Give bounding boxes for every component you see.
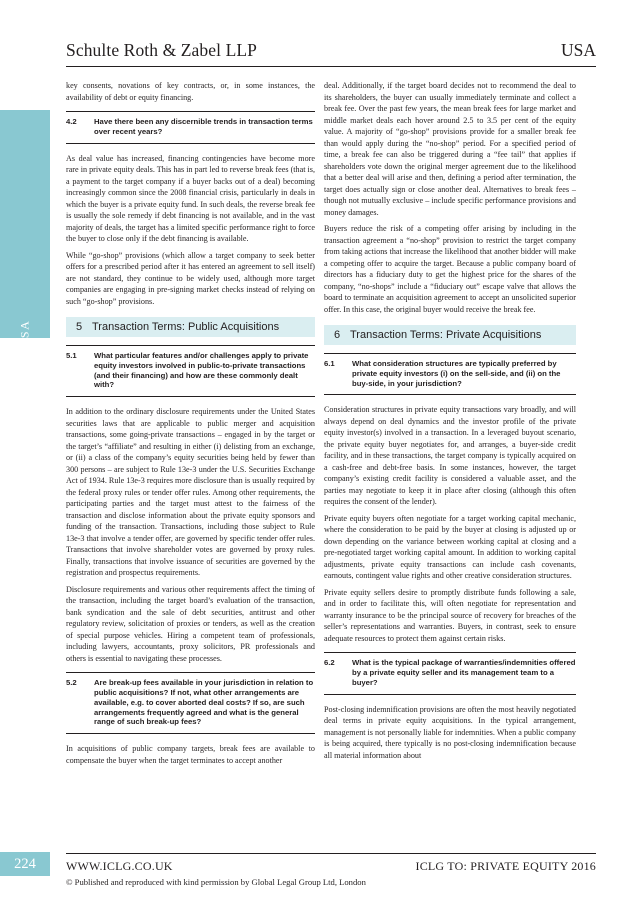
- left-column: [66, 80, 315, 848]
- question-number: 4.2: [66, 117, 77, 126]
- header-firm-name: Schulte Roth & Zabel LLP: [66, 40, 257, 60]
- sidebar-tab: [0, 110, 50, 349]
- section-number: 6: [334, 329, 341, 341]
- page-number: 224: [0, 852, 50, 876]
- paragraph: While “go-shop” provisions (which allow a target company to seek better offers for a prescribed period after it has entered an agreement to sell itself) are not standard, they continue to be widely used, although more target companies are engaging in pre-signing market checks instead of relying on such “go-shop” provisions.: [66, 250, 315, 306]
- footer-divider: [66, 853, 596, 854]
- question-5-2: [66, 672, 315, 734]
- question-number: 6.2: [324, 658, 335, 668]
- question-4-2: [66, 111, 315, 144]
- footer-copyright: © Published and reproduced with kind permission by Global Legal Group Ltd, London: [66, 877, 366, 887]
- section-6-heading: [324, 325, 576, 345]
- sidebar-label: USA: [17, 319, 32, 349]
- paragraph: Disclosure requirements and various other requirements affect the timing of the transaction, including the target board’s evaluation of the transaction, bank syndication and the sale of debt securities, antitrust and other regulatory review, solicitation of proxies or tenders, as well as the creation of special purpose vehicles. Hiring a competent team of professionals, including lawyers, accountants, proxy solicitors, PR professionals and others is essential to navigating these processes.: [66, 584, 315, 663]
- section-5-heading: [66, 317, 315, 337]
- paragraph: Consideration structures in private equity transactions vary broadly, and will always depend on deal dynamics and the investor profile of the private equity investor(s) involved in a transaction. In a leveraged buyout scenario, the private equity buyer negotiates for, and arranges, a buyer-side credit facility, and in these transactions, the target company is typically acquired on a cash-free and debt-free basis. In some instances, however, the target company’s existing credit facility is considered a valuable asset, and the parties may negotiate to keep it in place after closing (although this often requires the consent of the lender).: [324, 405, 576, 507]
- question-6-2: [324, 652, 576, 694]
- paragraph: Buyers reduce the risk of a competing offer arising by including in the transaction agreement a “no-shop” provision to restrict the target company from taking actions that increase the likelihood that another bidder will make a competing offer to acquire the target. Because a public company board of directors has a fiduciary duty to get the highest price for the shares of the company, “no-shops” include a “fiduciary out” escape valve that allows the board to terminate an acquisition agreement to accept an unsolicited superior offer. In this case, the original buyer would receive the break fee.: [324, 224, 576, 314]
- header-divider: [66, 66, 596, 67]
- paragraph: key consents, novations of key contracts, or, in some instances, the availability of debt or equity financing.: [66, 81, 315, 102]
- question-number: 5.2: [66, 678, 77, 688]
- question-text: What consideration structures are typically preferred by private equity investors (i) on the sell-side, and (ii) on the buy-side, in your jurisdiction?: [352, 359, 561, 388]
- question-number: 5.1: [66, 351, 77, 361]
- question-text: Have there been any discernible trends in transaction terms over recent years?: [94, 117, 313, 136]
- question-5-1: [66, 345, 315, 397]
- paragraph: Private equity buyers often negotiate for a target working capital mechanic, where the consideration to be paid by the buyer at closing is adjusted up or down depending on the variance between working capital at closing and a pre-negotiated target working capital amount. In addition to working capital adjustments, private equity transactions can include cash covenants, earnouts, contingent value rights and other creative consideration structures.: [324, 513, 576, 581]
- header-country: USA: [560, 40, 596, 60]
- paragraph: Private equity sellers desire to promptly distribute funds following a sale, and in order to facilitate this, will often negotiate for representation and warranty insurance to be the principal source of recovery for breaches of the seller’s representations and warranties. Buyers, in contrast, seek to ensure adequate resources to protect them against certain risks.: [324, 587, 576, 643]
- paragraph: deal. Additionally, if the target board decides not to recommend the deal to its shareholders, the buyer can usually immediately terminate and collect a break fee. Over the past few years, the mean break fees for large market and middle market deals each hover around 2.5 to 3.5 per cent of the equity value. A majority of “go-shop” provisions provide for a smaller break fee than would apply during the “no-shop” period. For a specified period of time, a break fee can also be triggered during a “fee tail” that applies if shareholders vote down the original merger agreement due to the likelihood that a better deal will arise and then, defining a period after termination, the target does actually sign or close another deal. Alternatives to break fees – though not mutually exclusive – include specific performance provisions and money damages.: [324, 81, 576, 217]
- question-text: What particular features and/or challenges apply to private equity investors involved in public-to-private transactions (and their financing) and how are these commonly dealt with?: [94, 351, 309, 390]
- section-title: Transaction Terms: Private Acquisitions: [350, 329, 542, 341]
- question-text: What is the typical package of warranties/indemnities offered by a private equity seller and its management team to a buyer?: [352, 658, 576, 687]
- paragraph: In addition to the ordinary disclosure requirements under the United States securities laws that are applicable to public merger and acquisition transactions, some going-private transactions – engaged in by the target or the target’s “affiliate” and resulting in either (i) delisting from an exchange, or (ii) a class of the company’s equity securities being held by fewer than 300 persons – are subject to Rule 13e-3 under the U.S. Securities Exchange Act of 1934. Rule 13e-3 requires more disclosure than is usually required by the federal proxy rules or tender offer rules. Among other requirements, the participating parties and the target must attest to the fairness of the transaction and disclose information about the private equity sponsors and funding of the transaction. Transactions, including those subject to Rule 13e-3 that involve a tender offer, are governed by specific tender offer rules. Transactions that involve shareholder votes are governed by proxy rules. Finally, transactions that involve issuance of securities are governed by the registration and prospectus requirements.: [66, 407, 315, 578]
- right-column: [324, 80, 576, 848]
- paragraph: As deal value has increased, financing contingencies have become more rare in private equity deals. This has in part led to reverse break fees (that is, a payment to the target company if a buyer backs out of a deal) becoming increasingly common since the 2008 financial crisis, particularly in deals in which the buyer is a private equity fund. In such deals, the reverse break fee is usually the sole remedy if debt financing is not available, and in the vast majority of deals, the target has a limited specific performance right to force the buyer to close only if the debt financing is available.: [66, 153, 315, 244]
- paragraph: In acquisitions of public company targets, break fees are available to compensate the buyer when the target terminates to accept another: [66, 744, 315, 765]
- question-number: 6.1: [324, 359, 335, 368]
- section-number: 5: [76, 321, 83, 334]
- question-6-1: [324, 353, 576, 395]
- question-text: Are break-up fees available in your jurisdiction in relation to public acquisitions? If not, what other arrangements are available, e.g. to cover aborted deal costs? If so, are such arrangements frequently agreed and what is the general range of such break-up fees?: [94, 678, 314, 727]
- footer-website-link[interactable]: WWW.ICLG.CO.UK: [66, 859, 173, 873]
- paragraph: Post-closing indemnification provisions are often the most heavily negotiated deal terms in private equity acquisitions. In the typical arrangement, management is not personally liable for indemnities. When a public company is being acquired, there typically is no post-closing indemnification because all material information about: [324, 704, 576, 760]
- footer-publication: ICLG TO: PRIVATE EQUITY 2016: [415, 859, 596, 873]
- section-title: Transaction Terms: Public Acquisitions: [92, 321, 280, 334]
